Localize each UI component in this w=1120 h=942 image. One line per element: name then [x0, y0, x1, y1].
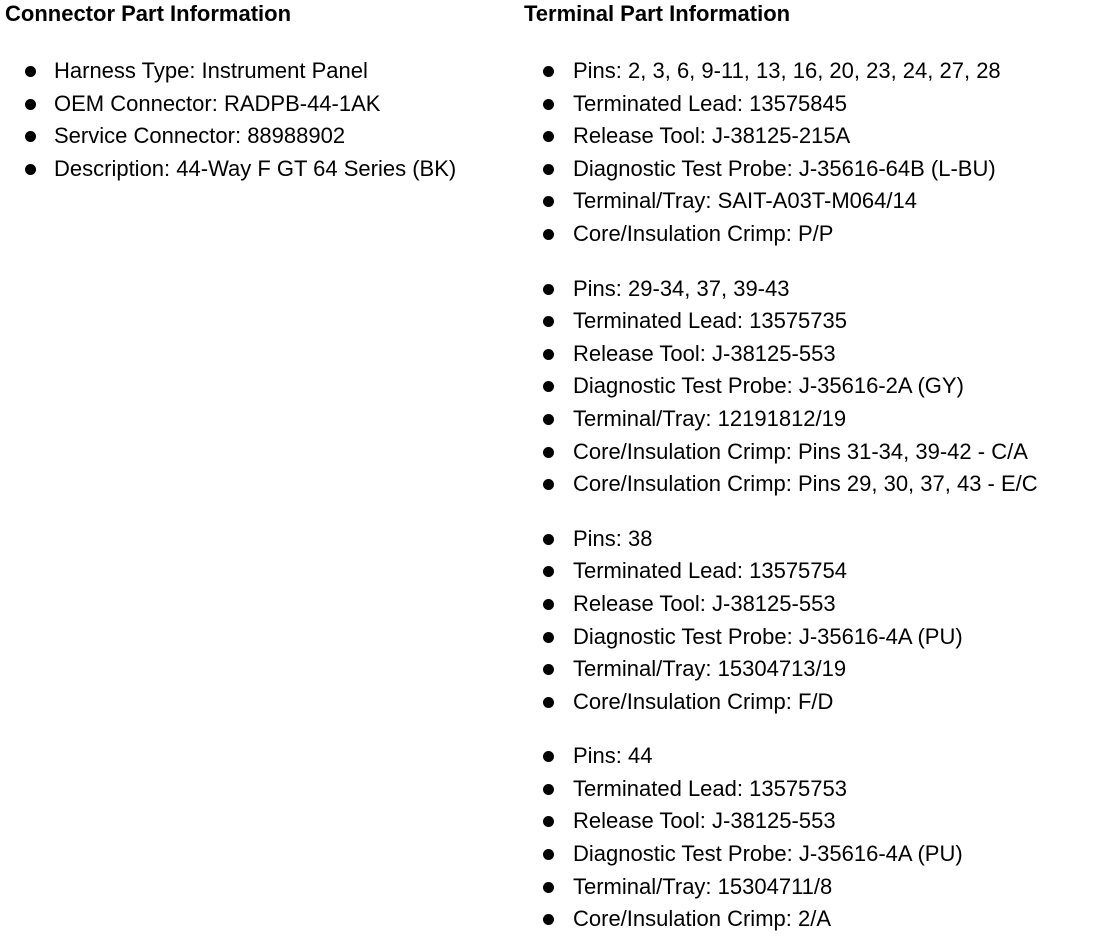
bullet-icon — [543, 414, 554, 425]
list-item-text: Release Tool: J-38125-553 — [573, 590, 836, 616]
list-item — [524, 621, 1114, 654]
bullet-icon — [25, 99, 36, 110]
list-item-text: Terminated Lead: 13575845 — [573, 90, 847, 116]
bullet-icon — [543, 66, 554, 77]
bullet-icon — [543, 664, 554, 675]
connector-part-section — [5, 0, 520, 185]
bullet-icon — [543, 697, 554, 708]
bullet-icon — [543, 349, 554, 360]
list-item — [524, 55, 1114, 88]
connector-part-list — [5, 55, 520, 185]
list-item-text: Terminal/Tray: 15304711/8 — [573, 873, 833, 899]
bullet-icon — [543, 849, 554, 860]
bullet-icon — [543, 882, 554, 893]
list-item — [524, 436, 1114, 469]
terminal-group-2 — [524, 273, 1114, 501]
bullet-icon — [543, 196, 554, 207]
bullet-icon — [543, 599, 554, 610]
bullet-icon — [543, 381, 554, 392]
list-item — [524, 305, 1114, 338]
bullet-icon — [543, 751, 554, 762]
list-item — [524, 871, 1114, 904]
list-item — [5, 120, 520, 153]
terminal-group-1 — [524, 55, 1114, 251]
list-item — [524, 88, 1114, 121]
connector-part-heading: Connector Part Information — [5, 1, 292, 26]
list-item-text: Core/Insulation Crimp: F/D — [573, 688, 834, 714]
bullet-icon — [543, 816, 554, 827]
list-item — [524, 686, 1114, 719]
list-item-text: Pins: 29-34, 37, 39-43 — [573, 275, 790, 301]
list-item — [524, 653, 1114, 686]
list-item-text: Diagnostic Test Probe: J-35616-64B (L-BU) — [573, 155, 996, 181]
list-item-text: Diagnostic Test Probe: J-35616-4A (PU) — [573, 841, 963, 867]
list-item — [524, 338, 1114, 371]
list-item — [5, 88, 520, 121]
list-item-text: OEM Connector: RADPB-44-1AK — [54, 90, 381, 116]
list-item — [524, 468, 1114, 501]
list-item-text: Diagnostic Test Probe: J-35616-2A (GY) — [573, 373, 964, 399]
bullet-icon — [543, 316, 554, 327]
list-item — [5, 55, 520, 88]
list-item — [5, 153, 520, 186]
list-item — [524, 185, 1114, 218]
list-item-text: Core/Insulation Crimp: Pins 29, 30, 37, 43 - E/C — [573, 471, 1038, 497]
bullet-icon — [543, 632, 554, 643]
terminal-part-heading: Terminal Part Information — [524, 1, 791, 26]
bullet-icon — [25, 66, 36, 77]
list-item — [524, 805, 1114, 838]
list-item — [524, 273, 1114, 306]
list-item — [524, 523, 1114, 556]
list-item — [524, 588, 1114, 621]
bullet-icon — [543, 229, 554, 240]
list-item — [524, 903, 1114, 936]
bullet-icon — [543, 131, 554, 142]
list-item — [524, 120, 1114, 153]
list-item-text: Terminal/Tray: SAIT-A03T-M064/14 — [573, 188, 917, 214]
list-item — [524, 218, 1114, 251]
terminal-part-section — [524, 0, 1114, 936]
bullet-icon — [543, 284, 554, 295]
bullet-icon — [543, 447, 554, 458]
bullet-icon — [543, 914, 554, 925]
terminal-group-3 — [524, 523, 1114, 719]
bullet-icon — [25, 164, 36, 175]
list-item-text: Pins: 2, 3, 6, 9-11, 13, 16, 20, 23, 24, 27, 28 — [573, 58, 1001, 83]
list-item-text: Harness Type: Instrument Panel — [54, 58, 368, 83]
list-item — [524, 153, 1114, 186]
terminal-group-4 — [524, 740, 1114, 936]
bullet-icon — [543, 566, 554, 577]
bullet-icon — [543, 99, 554, 110]
bullet-icon — [543, 164, 554, 175]
list-item-text: Terminated Lead: 13575754 — [573, 558, 847, 584]
list-item-text: Pins: 38 — [573, 525, 653, 551]
bullet-icon — [25, 131, 36, 142]
list-item-text: Core/Insulation Crimp: Pins 31-34, 39-42 - C/A — [573, 438, 1028, 464]
list-item-text: Description: 44-Way F GT 64 Series (BK) — [54, 155, 457, 181]
list-item-text: Release Tool: J-38125-553 — [573, 340, 836, 366]
list-item — [524, 838, 1114, 871]
list-item-text: Terminated Lead: 13575753 — [573, 775, 847, 801]
bullet-icon — [543, 479, 554, 490]
list-item-text: Release Tool: J-38125-553 — [573, 808, 836, 834]
list-item — [524, 403, 1114, 436]
list-item — [524, 773, 1114, 806]
list-item-text: Pins: 44 — [573, 743, 653, 769]
list-item — [524, 740, 1114, 773]
list-item-text: Service Connector: 88988902 — [54, 123, 346, 149]
list-item — [524, 370, 1114, 403]
list-item-text: Release Tool: J-38125-215A — [573, 123, 851, 149]
list-item-text: Terminal/Tray: 15304713/19 — [573, 656, 847, 682]
list-item-text: Core/Insulation Crimp: 2/A — [573, 906, 831, 932]
list-item — [524, 555, 1114, 588]
bullet-icon — [543, 534, 554, 545]
list-item-text: Core/Insulation Crimp: P/P — [573, 220, 834, 246]
list-item-text: Terminal/Tray: 12191812/19 — [573, 405, 847, 431]
bullet-icon — [543, 784, 554, 795]
list-item-text: Terminated Lead: 13575735 — [573, 308, 847, 334]
list-item-text: Diagnostic Test Probe: J-35616-4A (PU) — [573, 623, 963, 649]
